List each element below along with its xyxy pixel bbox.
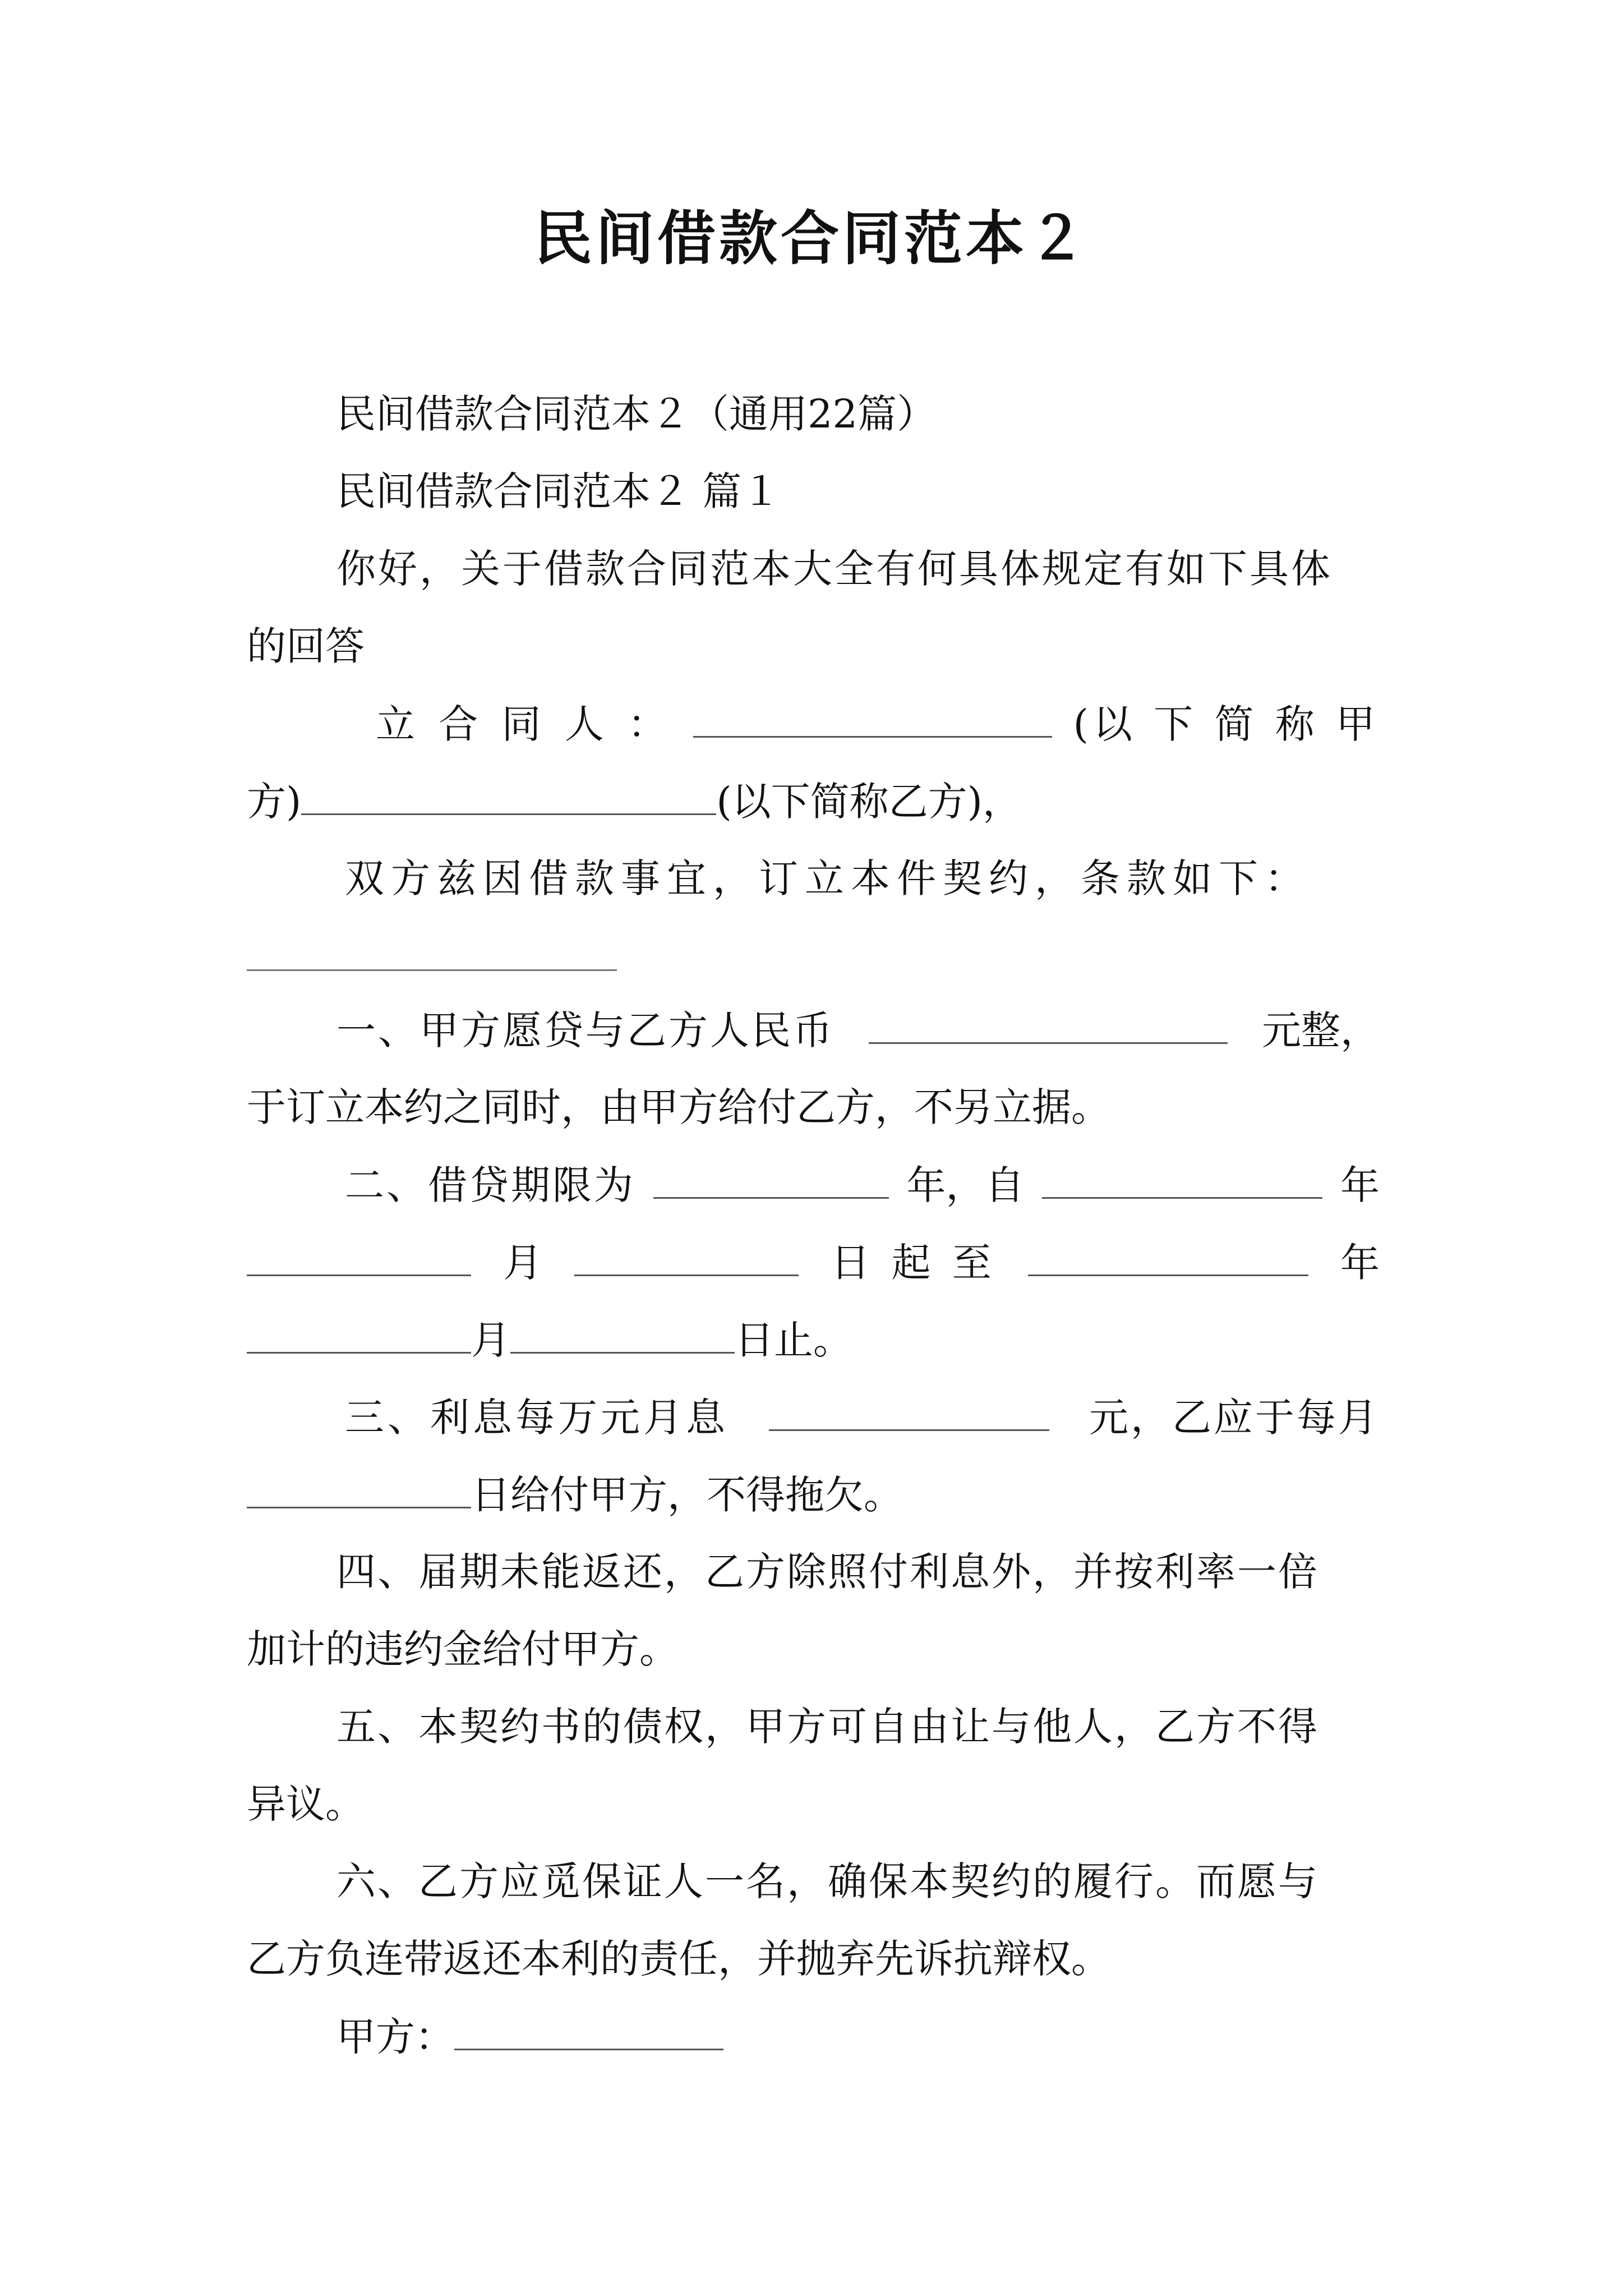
party-a-suffix: (以 下 简 称 甲: [1073, 701, 1380, 747]
intro-text: 你好，关于借款合同范本大全有何具体规定有如下具体: [336, 546, 1332, 592]
clause3-day-blank: [247, 1466, 471, 1508]
clause1-prefix: 一、甲方愿贷与乙方人民币: [336, 1007, 834, 1053]
separator-line: [247, 969, 617, 971]
clause3-suffix: 元，乙应于每月: [1089, 1395, 1380, 1441]
party-b-blank: [301, 773, 716, 815]
clause2-end-year-label: 年: [1340, 1240, 1380, 1286]
clause2-end-month-label: 月: [471, 1317, 510, 1363]
clause2-end-year-blank: [1028, 1234, 1308, 1276]
clause2-line-3: [247, 1312, 1380, 1368]
clause2-years-blank: [653, 1157, 889, 1199]
clause1-line-2: 于订立本约之同时，由甲方给付乙方，不另立据。: [247, 1084, 1110, 1130]
clause2-from-label: 日 起 至: [831, 1240, 996, 1286]
clause2-start-day-blank: [574, 1234, 799, 1276]
clause2-start-month-blank: [247, 1234, 471, 1276]
clause2-end-day-blank: [510, 1312, 735, 1354]
clause2-line-2: [247, 1234, 1380, 1291]
clause6-line-1: 六、乙方应觅保证人一名，确保本契约的履行。而愿与: [336, 1858, 1319, 1904]
clause3-prefix: 三、利息每万元月息: [345, 1395, 728, 1441]
clause5-line-1: 五、本契约书的债权，甲方可自由让与他人，乙方不得: [336, 1704, 1319, 1750]
clause1-line-1: [336, 1002, 1380, 1059]
clause3-interest-blank: [769, 1389, 1049, 1431]
party-b-line: [247, 773, 1380, 830]
intro-line-1: [336, 541, 1380, 597]
party-a-line: [376, 696, 1380, 752]
preamble: 双方兹因借款事宜，订立本件契约，条款如下：: [345, 855, 1311, 901]
clause1-amount-blank: [869, 1002, 1228, 1044]
clause2-end-month-blank: [247, 1312, 471, 1354]
clause6-line-2: 乙方负连带返还本利的责任，并抛弃先诉抗辩权。: [247, 1936, 1110, 1982]
subtitle: 民间借款合同范本２（通用22篇）: [336, 391, 937, 437]
section-heading: 民间借款合同范本２ 篇１: [336, 468, 781, 514]
clause2-end-label: 日止。: [735, 1317, 852, 1363]
document-title: 民间借款合同范本２: [533, 204, 1089, 273]
party-b-prefix: 方): [247, 779, 302, 825]
clause5-line-2: 异议。: [247, 1781, 365, 1827]
clause2-month-label: 月: [503, 1240, 543, 1286]
intro-line-2: 的回答: [247, 623, 365, 669]
sign-a-blank: [454, 2008, 723, 2050]
sign-party-a: [336, 2008, 1380, 2065]
clause3-text: 日给付甲方，不得拖欠。: [471, 1472, 903, 1518]
clause2-prefix: 二、借贷期限为: [345, 1162, 635, 1208]
clause2-line-1: [345, 1157, 1380, 1213]
clause2-mid: 年，自: [906, 1162, 1025, 1208]
party-b-suffix: (以下简称乙方)，: [716, 779, 1022, 825]
clause3-line-1: [345, 1389, 1380, 1446]
party-label: 立 合 同 人 ：: [376, 701, 673, 747]
clause4-line-1: 四、届期未能返还，乙方除照付利息外，并按利率一倍: [336, 1549, 1319, 1595]
clause2-start-year-blank: [1042, 1157, 1322, 1199]
party-a-blank: [693, 696, 1052, 738]
clause3-line-2: [247, 1466, 1380, 1523]
sign-a-label: 甲方：: [336, 2014, 454, 2060]
clause1-suffix: 元整，: [1262, 1007, 1380, 1053]
clause2-year-label: 年: [1340, 1162, 1380, 1208]
clause4-line-2: 加计的违约金给付甲方。: [247, 1626, 679, 1672]
